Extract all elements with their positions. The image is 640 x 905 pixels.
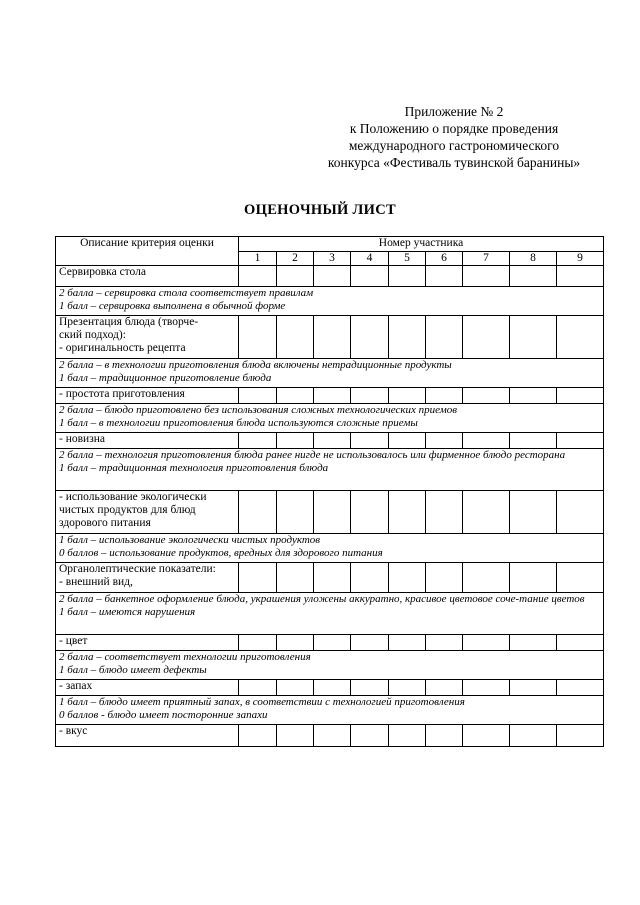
score-cell[interactable]: [351, 491, 389, 534]
scoring-note-line: 1 балл – использование экологически чистых продуктов: [59, 534, 321, 546]
scoring-note-row: [56, 593, 604, 635]
score-cell[interactable]: [510, 635, 557, 651]
scoring-note-line: 1 балл – в технологии приготовления блюда используются сложные приемы: [59, 417, 418, 429]
score-cell[interactable]: [426, 491, 463, 534]
score-cell[interactable]: [389, 433, 426, 449]
scoring-note: [56, 651, 604, 680]
criterion-label-line: - оригинальность рецепта: [59, 342, 186, 354]
scoring-note-line: 1 балл – блюдо имеет приятный запах, в соответствии с технологией приготовления: [59, 696, 465, 708]
participant-number: 4: [351, 252, 389, 266]
criterion-label: [56, 433, 239, 449]
score-cell[interactable]: [557, 266, 604, 287]
scoring-note-line: 1 балл – традиционная технология приготовления блюда: [59, 462, 329, 474]
appendix-header: [300, 103, 608, 171]
score-cell[interactable]: [426, 388, 463, 404]
score-cell[interactable]: [557, 635, 604, 651]
score-cell[interactable]: [389, 316, 426, 359]
score-cell[interactable]: [314, 725, 351, 747]
score-cell[interactable]: [426, 725, 463, 747]
score-cell[interactable]: [351, 266, 389, 287]
scoring-note-row: [56, 696, 604, 725]
score-cell[interactable]: [314, 316, 351, 359]
score-cell[interactable]: [426, 563, 463, 593]
criterion-label-line: - использование экологически: [59, 491, 207, 503]
score-cell[interactable]: [277, 433, 314, 449]
scoring-note-line: 1 балл – блюдо имеет дефекты: [59, 664, 207, 676]
appendix-line: международного гастрономического: [348, 138, 560, 153]
criterion-label: [56, 316, 239, 359]
scoring-note: [56, 359, 604, 388]
document-title: ОЦЕНОЧНЫЙ ЛИСТ: [244, 202, 396, 218]
appendix-line: конкурса «Фестиваль тувинской баранины»: [327, 155, 581, 170]
score-cell[interactable]: [389, 725, 426, 747]
score-cell[interactable]: [463, 635, 510, 651]
score-cell[interactable]: [426, 433, 463, 449]
criterion-row: [56, 680, 604, 696]
score-cell[interactable]: [426, 635, 463, 651]
scoring-note-row: [56, 534, 604, 563]
score-cell[interactable]: [277, 388, 314, 404]
criterion-label-line: - простота приготовления: [59, 388, 185, 400]
score-cell[interactable]: [351, 388, 389, 404]
scoring-note: [56, 593, 604, 635]
participant-number: 8: [510, 252, 557, 266]
criterion-row: [56, 388, 604, 404]
scoring-note: [56, 449, 604, 491]
score-cell[interactable]: [510, 491, 557, 534]
scoring-note-row: [56, 359, 604, 388]
evaluation-table: [55, 236, 604, 747]
score-cell[interactable]: [389, 491, 426, 534]
participant-number: 9: [557, 252, 604, 266]
criterion-label: [56, 388, 239, 404]
score-cell[interactable]: [389, 680, 426, 696]
score-cell[interactable]: [510, 680, 557, 696]
score-cell[interactable]: [463, 725, 510, 747]
score-cell[interactable]: [351, 316, 389, 359]
score-cell[interactable]: [389, 388, 426, 404]
criterion-row: [56, 725, 604, 747]
score-cell[interactable]: [389, 635, 426, 651]
score-cell[interactable]: [510, 563, 557, 593]
score-cell[interactable]: [463, 433, 510, 449]
criterion-label: [56, 680, 239, 696]
score-cell[interactable]: [314, 266, 351, 287]
score-cell[interactable]: [314, 491, 351, 534]
appendix-line: к Положению о порядке проведения: [349, 121, 559, 136]
score-cell[interactable]: [277, 563, 314, 593]
score-cell[interactable]: [239, 635, 277, 651]
score-cell[interactable]: [314, 388, 351, 404]
score-cell[interactable]: [314, 433, 351, 449]
score-cell[interactable]: [351, 563, 389, 593]
criterion-row: [56, 635, 604, 651]
participant-number: 5: [389, 252, 426, 266]
scoring-note-line: 0 баллов - блюдо имеет посторонние запахи: [59, 709, 268, 721]
score-cell[interactable]: [239, 388, 277, 404]
scoring-note-line: 1 балл – традиционное приготовление блюда: [59, 372, 272, 384]
criterion-label-line: чистых продуктов для блюд: [59, 504, 196, 516]
scoring-note-line: 2 балла – банкетное оформление блюда, украшения уложены аккуратно, красивое цветовое соче-тание цветов: [59, 593, 585, 605]
criterion-label-line: Сервировка стола: [59, 266, 146, 278]
score-cell[interactable]: [389, 563, 426, 593]
score-cell[interactable]: [463, 680, 510, 696]
score-cell[interactable]: [557, 316, 604, 359]
scoring-note: [56, 534, 604, 563]
score-cell[interactable]: [239, 725, 277, 747]
score-cell[interactable]: [510, 725, 557, 747]
score-cell[interactable]: [314, 563, 351, 593]
criterion-label-line: - цвет: [59, 635, 88, 647]
criterion-label-line: - внешний вид,: [59, 576, 133, 588]
criterion-label: [56, 563, 239, 593]
score-cell[interactable]: [426, 316, 463, 359]
criterion-label: [56, 266, 239, 287]
participant-number: 7: [463, 252, 510, 266]
participant-number: 2: [277, 252, 314, 266]
score-cell[interactable]: [314, 680, 351, 696]
criterion-label-line: ский подход):: [59, 329, 126, 341]
participant-number: 1: [239, 252, 277, 266]
score-cell[interactable]: [277, 680, 314, 696]
scoring-note-row: [56, 449, 604, 491]
score-cell[interactable]: [277, 316, 314, 359]
scoring-note: [56, 696, 604, 725]
score-cell[interactable]: [510, 433, 557, 449]
score-cell[interactable]: [463, 563, 510, 593]
score-cell[interactable]: [351, 433, 389, 449]
criteria-header: Описание критерия оценки: [56, 237, 239, 266]
criterion-row: [56, 433, 604, 449]
score-cell[interactable]: [351, 635, 389, 651]
criterion-label-line: - новизна: [59, 433, 105, 445]
score-cell[interactable]: [277, 266, 314, 287]
scoring-note: [56, 404, 604, 433]
score-cell[interactable]: [351, 725, 389, 747]
score-cell[interactable]: [510, 388, 557, 404]
score-cell[interactable]: [277, 635, 314, 651]
scoring-note: [56, 287, 604, 316]
scoring-note-line: 1 балл – сервировка выполнена в обычной форме: [59, 300, 286, 312]
criterion-label-line: Органолептические показатели:: [59, 563, 216, 575]
criterion-row: [56, 266, 604, 287]
score-cell[interactable]: [426, 266, 463, 287]
scoring-note-line: 2 балла – технология приготовления блюда ранее нигде не использовалось или фирменное блюдо ресторана: [59, 449, 566, 461]
score-cell[interactable]: [277, 491, 314, 534]
criterion-row: [56, 563, 604, 593]
scoring-note-line: 0 баллов – использование продуктов, вредных для здорового питания: [59, 547, 383, 559]
score-cell[interactable]: [463, 316, 510, 359]
criterion-label-line: - запах: [59, 680, 93, 692]
participant-number: 3: [314, 252, 351, 266]
score-cell[interactable]: [277, 725, 314, 747]
appendix-line: Приложение № 2: [404, 104, 504, 119]
score-cell[interactable]: [426, 680, 463, 696]
score-cell[interactable]: [510, 266, 557, 287]
score-cell[interactable]: [557, 491, 604, 534]
criterion-row: [56, 491, 604, 534]
score-cell[interactable]: [239, 433, 277, 449]
score-cell[interactable]: [463, 388, 510, 404]
score-cell[interactable]: [239, 680, 277, 696]
criterion-label-line: Презентация блюда (творче-: [59, 316, 199, 328]
scoring-note-line: 2 балла – блюдо приготовлено без использования сложных технологических приемов: [59, 404, 458, 416]
scoring-note-row: [56, 651, 604, 680]
scoring-note-line: 2 балла – в технологии приготовления блюда включены нетрадиционные продукты: [59, 359, 452, 371]
scoring-note-line: 2 балла – соответствует технологии приготовления: [59, 651, 311, 663]
criterion-label-line: здорового питания: [59, 517, 151, 529]
score-cell[interactable]: [314, 635, 351, 651]
score-cell[interactable]: [557, 680, 604, 696]
score-cell[interactable]: [557, 388, 604, 404]
score-cell[interactable]: [557, 725, 604, 747]
scoring-note-line: 2 балла – сервировка стола соответствует правилам: [59, 287, 314, 299]
scoring-note-line: 1 балл – имеются нарушения: [59, 606, 196, 618]
criterion-label: [56, 725, 239, 747]
scoring-note-row: [56, 287, 604, 316]
participant-number: 6: [426, 252, 463, 266]
score-cell[interactable]: [239, 491, 277, 534]
score-cell[interactable]: [351, 680, 389, 696]
score-cell[interactable]: [557, 563, 604, 593]
score-cell[interactable]: [239, 266, 277, 287]
score-cell[interactable]: [239, 316, 277, 359]
criterion-label-line: - вкус: [59, 725, 88, 737]
score-cell[interactable]: [463, 491, 510, 534]
score-cell[interactable]: [463, 266, 510, 287]
scoring-note-row: [56, 404, 604, 433]
participant-header: Номер участника: [239, 237, 604, 252]
criterion-row: [56, 316, 604, 359]
score-cell[interactable]: [557, 433, 604, 449]
score-cell[interactable]: [239, 563, 277, 593]
score-cell[interactable]: [389, 266, 426, 287]
criterion-label: [56, 491, 239, 534]
criterion-label: [56, 635, 239, 651]
score-cell[interactable]: [510, 316, 557, 359]
